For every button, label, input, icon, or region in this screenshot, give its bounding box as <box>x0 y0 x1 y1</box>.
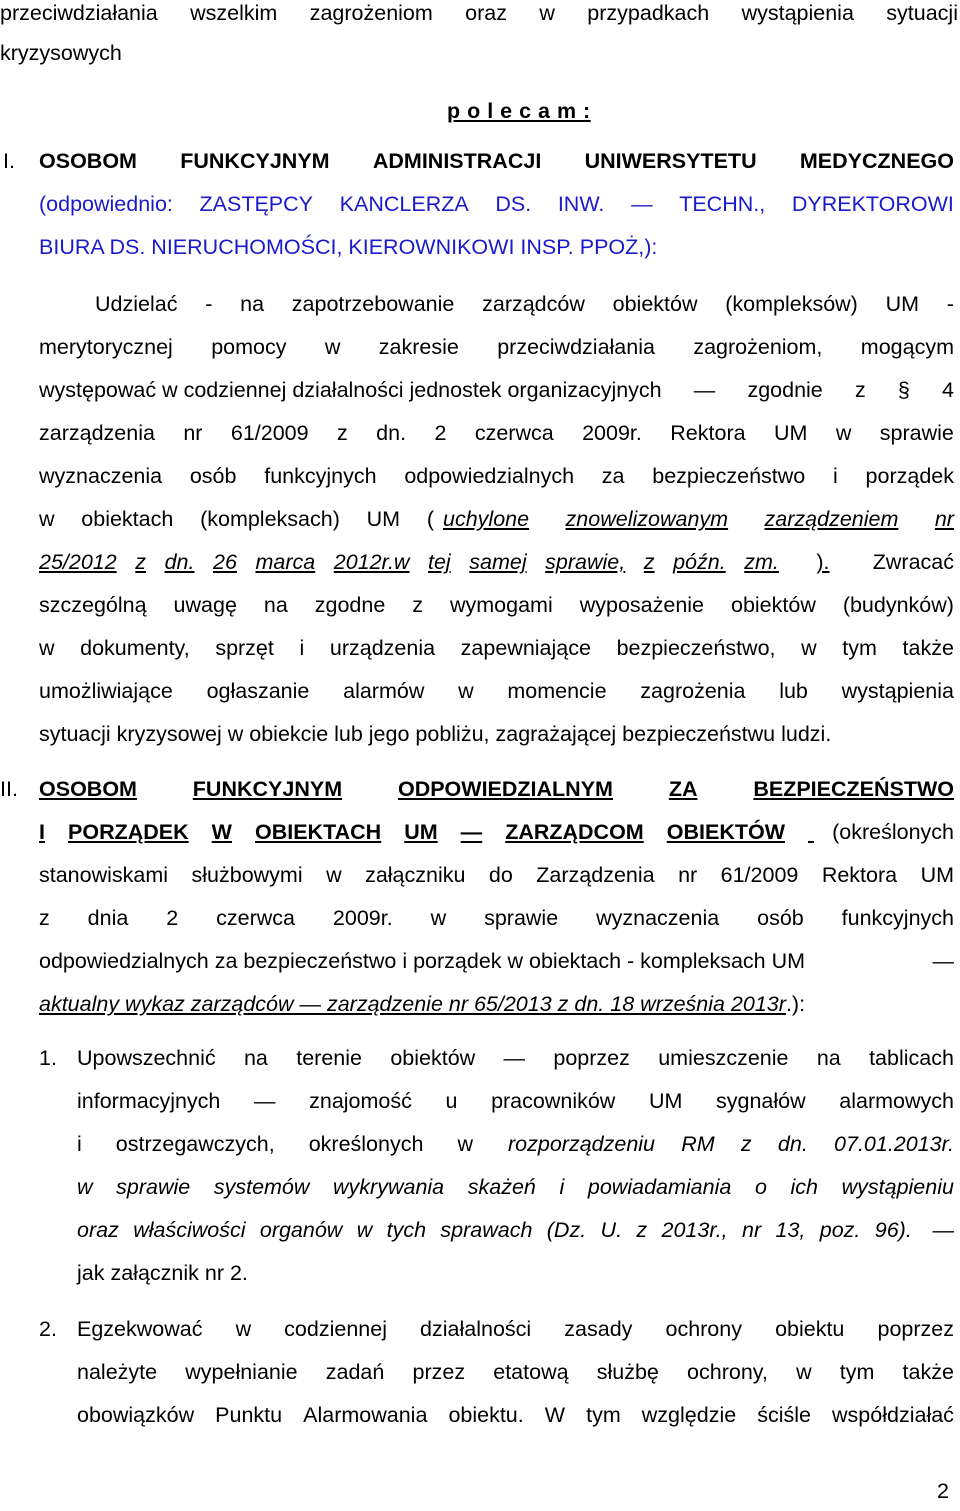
word: w <box>39 636 55 660</box>
word: 4 <box>941 378 954 402</box>
word: należyte <box>77 1360 158 1384</box>
word: 2013r., <box>661 1218 728 1242</box>
word: 2009r. <box>582 421 642 445</box>
word: — <box>460 820 483 844</box>
word: samej <box>469 550 527 574</box>
word: pracowników <box>491 1089 616 1113</box>
word: określonych <box>308 1132 424 1156</box>
word: (Dz. <box>546 1218 587 1242</box>
word: stanowiskami <box>39 863 169 887</box>
item-1-line-4 <box>77 1174 954 1200</box>
word: (kompleksów) <box>725 292 858 316</box>
item-1-line-3 <box>77 1131 954 1157</box>
word: FUNKCYJNYM <box>180 149 330 173</box>
section-ii-heading-line-2: I PORZĄDEK W OBIEKTACH UM — ZARZĄDCOM OBIEKTÓW (określonych <box>39 820 954 844</box>
word: wyznaczenia <box>39 464 163 488</box>
word: współdziałać <box>832 1403 954 1427</box>
word: z <box>636 1218 648 1242</box>
word: (kompleksach) <box>200 507 340 531</box>
word: zakresie <box>378 335 459 359</box>
section-i-para-line-10 <box>39 678 954 704</box>
word: OSOBOM <box>39 777 137 801</box>
word: z <box>337 421 348 445</box>
word: czerwca <box>216 906 295 930</box>
word: służbowymi <box>191 863 303 887</box>
word: informacyjnych <box>77 1089 221 1113</box>
word: bezpieczeństwo <box>652 464 806 488</box>
word: UM <box>366 507 401 531</box>
word: RM <box>681 1132 715 1156</box>
word: zagrożeniom, <box>693 335 823 359</box>
word: BEZPIECZEŃSTWO <box>753 777 954 801</box>
item-2-line-2 <box>77 1359 954 1385</box>
word: zarządców <box>482 292 585 316</box>
word: ich <box>790 1175 818 1199</box>
word: marca <box>255 550 316 574</box>
word: przez <box>412 1360 466 1384</box>
word: osób <box>757 906 804 930</box>
item-1-number: 1. <box>39 1046 57 1070</box>
word: obiektach <box>81 507 174 531</box>
section-i-para-line-8 <box>39 592 954 618</box>
section-i-para-line-1 <box>95 291 954 317</box>
word: - <box>946 292 954 316</box>
word: późn. <box>673 550 726 574</box>
section-i-para-line-3 <box>39 377 954 403</box>
word: umożliwiające <box>39 679 173 703</box>
word: poprzez <box>877 1317 954 1341</box>
word: sprawie <box>484 906 559 930</box>
word: dnia <box>87 906 129 930</box>
word: w <box>458 679 474 703</box>
section-i-heading-line-3: BIURA DS. NIERUCHOMOŚCI, KIEROWNIKOWI INSP. PPOŻ,): <box>39 235 658 259</box>
word: właściwości <box>133 1218 246 1242</box>
word: lub <box>779 679 808 703</box>
word: Rektora <box>821 863 898 887</box>
intro-line-2: kryzysowych <box>0 41 122 65</box>
word <box>808 819 814 845</box>
word: ODPOWIEDZIALNYM <box>397 777 613 801</box>
word: codziennej <box>284 1317 387 1341</box>
word: UM <box>404 820 438 844</box>
section-i-para-line-2 <box>39 334 954 360</box>
word: ADMINISTRACJI <box>372 149 542 173</box>
item-2-number: 2. <box>39 1317 57 1341</box>
word: - <box>205 292 213 316</box>
word: wyznaczenia <box>596 906 720 930</box>
word: nr <box>183 421 203 445</box>
word: w <box>39 507 55 531</box>
section-i-para-line-6 <box>39 506 954 532</box>
word: bezpieczeństwo, <box>616 636 776 660</box>
word: Alarmowania <box>303 1403 428 1427</box>
word: terenie <box>296 1046 362 1070</box>
word: UM <box>648 1089 683 1113</box>
section-i-para-line-11: sytuacji kryzysowej w obiekcie lub jego pobliżu, zagrażającej bezpieczeństwu ludzi. <box>39 722 832 746</box>
word: wykrywania <box>333 1175 445 1199</box>
word: etatową <box>493 1360 569 1384</box>
section-i-para-line-7: 25/2012 z dn. 26 marca 2012r.w tej samej sprawie, z późn. zm. ). Zwracać <box>39 550 954 574</box>
word: sprawie, <box>545 550 626 574</box>
word: nr <box>934 507 954 531</box>
word: w <box>796 1360 812 1384</box>
word: nr <box>678 863 698 887</box>
word: uchylone <box>443 507 530 531</box>
word: funkcyjnych <box>841 906 954 930</box>
word: UNIWERSYTETU <box>584 149 757 173</box>
item-1-line-6: jak załącznik nr 2. <box>77 1261 248 1285</box>
word: wystąpienia <box>841 679 954 703</box>
word: 2012r.w <box>333 550 410 574</box>
polecam-heading: p o l e c a m : <box>447 99 591 123</box>
section-ii-numeral: II. <box>0 777 18 801</box>
word: wystąpieniu <box>841 1175 954 1199</box>
word: sytuacji <box>886 1 958 25</box>
word: rozporządzeniu <box>508 1132 656 1156</box>
word: załączniku <box>365 863 466 887</box>
section-i-numeral: I. <box>3 149 15 173</box>
section-ii-para-line-2 <box>39 905 954 931</box>
word: tablicach <box>869 1046 954 1070</box>
word: wyposażenie <box>579 593 705 617</box>
word: 13, <box>775 1218 806 1242</box>
word: oraz <box>465 1 507 25</box>
word: także <box>902 1360 954 1384</box>
word: znowelizowanym <box>565 507 729 531</box>
word: w <box>835 421 852 445</box>
section-i-para-line-9 <box>39 635 954 661</box>
word: zadań <box>325 1360 385 1384</box>
word: wymogami <box>450 593 553 617</box>
word: alarmowych <box>839 1089 954 1113</box>
page-number: 2 <box>937 1479 949 1503</box>
word: sygnałów <box>716 1089 806 1113</box>
intro-line-1 <box>0 0 958 26</box>
word: odpowiedzialnych za bezpieczeństwo i porządek w obiektach - kompleksach UM <box>39 949 806 973</box>
word: tym <box>586 1403 621 1427</box>
word: dn. <box>164 550 195 574</box>
word: u <box>445 1089 458 1113</box>
word: o <box>754 1175 767 1199</box>
word: w <box>235 1317 252 1341</box>
word: dn. <box>376 421 407 445</box>
word: DS. <box>495 192 532 216</box>
word: UM <box>885 292 920 316</box>
word: TECHN., <box>679 192 766 216</box>
word: na <box>243 1046 268 1070</box>
word: mogącym <box>860 335 954 359</box>
section-ii-para-line-3 <box>39 948 954 974</box>
word: PORZĄDEK <box>68 820 189 844</box>
word: tych <box>386 1218 427 1242</box>
word: 07.01.2013r. <box>834 1132 954 1156</box>
word: — <box>693 378 716 402</box>
word: sprawach <box>440 1218 533 1242</box>
word: 61/2009 <box>230 421 309 445</box>
item-2-line-3 <box>77 1402 954 1428</box>
word: DYREKTOROWI <box>791 192 954 216</box>
word: służbę <box>596 1360 659 1384</box>
word: ( <box>426 507 434 531</box>
item-1-line-1 <box>77 1045 954 1071</box>
word: — <box>932 949 954 973</box>
word: zasady <box>564 1317 633 1341</box>
word: ZASTĘPCY <box>199 192 314 216</box>
word: wypełnianie <box>185 1360 298 1384</box>
word: W <box>544 1403 566 1427</box>
word: pomocy <box>211 335 287 359</box>
word: merytorycznej <box>39 335 173 359</box>
word: — <box>503 1046 526 1070</box>
word: alarmów <box>343 679 425 703</box>
word: sprawie <box>879 421 954 445</box>
word: do <box>488 863 513 887</box>
word: przeciwdziałania <box>0 1 158 25</box>
word: zm. <box>744 550 779 574</box>
word: i <box>299 636 305 660</box>
word: — <box>254 1089 276 1113</box>
section-i-heading-line-1 <box>39 148 954 174</box>
word: dokumenty, <box>80 636 190 660</box>
word: szczególną <box>39 593 147 617</box>
word: z <box>643 550 655 574</box>
word: ogłaszanie <box>206 679 310 703</box>
word: — <box>631 192 653 216</box>
word: Udzielać <box>95 292 178 316</box>
word: uwagę <box>173 593 237 617</box>
word: wszelkim <box>190 1 278 25</box>
section-i-para-line-4 <box>39 420 954 446</box>
word: skażeń <box>467 1175 536 1199</box>
word: w <box>430 906 447 930</box>
word: dn. <box>777 1132 808 1156</box>
word: z <box>412 593 424 617</box>
word: obiektu. <box>448 1403 524 1427</box>
word: umieszczenie <box>658 1046 789 1070</box>
word: Rektora <box>670 421 746 445</box>
word: z <box>135 550 147 574</box>
word: obiektu <box>775 1317 845 1341</box>
word: porządek <box>865 464 954 488</box>
word: systemów <box>213 1175 310 1199</box>
word: także <box>902 636 954 660</box>
word: oraz <box>77 1218 119 1242</box>
section-ii-para-line-4: aktualny wykaz zarządców — zarządzenie nr 65/2013 z dn. 18 września 2013r.): <box>39 992 806 1016</box>
word: z <box>854 378 866 402</box>
word: zgodne <box>314 593 386 617</box>
word: odpowiedzialnych <box>404 464 575 488</box>
word: na <box>240 292 265 316</box>
word: ZA <box>668 777 698 801</box>
word: obiektów <box>730 593 816 617</box>
word: w <box>457 1132 473 1156</box>
word: obowiązków <box>77 1403 195 1427</box>
word: (budynków) <box>842 593 954 617</box>
word: tej <box>428 550 451 574</box>
word: i <box>77 1132 82 1156</box>
word: zapewniające <box>460 636 591 660</box>
word: 2 <box>434 421 447 445</box>
word: ochrony, <box>687 1360 768 1384</box>
word: W <box>211 820 232 844</box>
word: UM <box>773 421 808 445</box>
section-i-para-line-5 <box>39 463 954 489</box>
word: KANCLERZA <box>339 192 469 216</box>
word: organów <box>259 1218 343 1242</box>
word: w <box>539 1 555 25</box>
word: ostrzegawczych, <box>115 1132 275 1156</box>
word: tym <box>839 1360 875 1384</box>
word: 96). <box>874 1218 912 1242</box>
word: OBIEKTÓW <box>666 820 785 844</box>
word: 26 <box>213 550 237 574</box>
word: U. <box>600 1218 623 1242</box>
word: UM <box>920 863 954 887</box>
word: w <box>356 1218 373 1242</box>
word: obiektów <box>612 292 698 316</box>
word: osób <box>189 464 237 488</box>
word: na <box>816 1046 841 1070</box>
word: znajomość <box>309 1089 412 1113</box>
word: sprzęt <box>215 636 274 660</box>
word: w <box>77 1175 93 1199</box>
word: przeciwdziałania <box>497 335 655 359</box>
word: zapotrzebowanie <box>291 292 455 316</box>
word: OBIEKTACH <box>254 820 382 844</box>
section-ii-para-line-1 <box>39 862 954 888</box>
word: ściśle <box>757 1403 811 1427</box>
word: w <box>801 636 817 660</box>
word: zarządzeniem <box>764 507 899 531</box>
word: przypadkach <box>587 1 710 25</box>
word: funkcyjnych <box>264 464 377 488</box>
word: (odpowiednio: <box>39 192 173 216</box>
word: działalności <box>420 1317 532 1341</box>
word: na <box>263 593 288 617</box>
item-1-line-2 <box>77 1088 954 1114</box>
word: FUNKCYJNYM <box>192 777 343 801</box>
word: ZARZĄDCOM <box>505 820 644 844</box>
word: Upowszechnić <box>77 1046 216 1070</box>
word: z <box>740 1132 752 1156</box>
word: występować w codziennej działalności jednostek organizacyjnych <box>39 378 662 402</box>
word: z <box>39 906 50 930</box>
word: obiektów <box>390 1046 476 1070</box>
word: powiadamiania <box>587 1175 732 1199</box>
word: tym <box>842 636 877 660</box>
word: wystąpienia <box>741 1 854 25</box>
word: za <box>601 464 625 488</box>
word: INW. <box>557 192 605 216</box>
word: 2009r. <box>332 906 393 930</box>
word: MEDYCZNEGO <box>799 149 954 173</box>
word: 2 <box>166 906 179 930</box>
word: poprzez <box>553 1046 630 1070</box>
item-1-line-5: oraz właściwości organów w tych sprawach (Dz. U. z 2013r., nr 13, poz. 96). — <box>77 1218 954 1242</box>
section-ii-heading-line-1 <box>39 776 954 802</box>
word: zagrożeniom <box>309 1 433 25</box>
word: w <box>326 863 342 887</box>
word: nr <box>742 1218 762 1242</box>
word: poz. <box>819 1218 861 1242</box>
word: ochrony <box>665 1317 742 1341</box>
word: 61/2009 <box>720 863 799 887</box>
word: zgodnie <box>747 378 823 402</box>
word: I <box>39 820 45 844</box>
section-i-heading-line-2 <box>39 191 954 217</box>
word: zagrożenia <box>640 679 746 703</box>
word: Zarządzenia <box>536 863 655 887</box>
word: Egzekwować <box>77 1317 203 1341</box>
word: sprawie <box>116 1175 191 1199</box>
item-2-line-1 <box>77 1316 954 1342</box>
word: 25/2012 <box>39 550 117 574</box>
word: czerwca <box>474 421 554 445</box>
word: § <box>897 378 910 402</box>
word: zarządzenia <box>39 421 155 445</box>
word: i <box>559 1175 565 1199</box>
word: urządzenia <box>329 636 436 660</box>
word: Punktu <box>215 1403 283 1427</box>
word: momencie <box>507 679 607 703</box>
word: i <box>833 464 838 488</box>
word: względzie <box>641 1403 737 1427</box>
word: OSOBOM <box>39 149 137 173</box>
word: w <box>324 335 341 359</box>
